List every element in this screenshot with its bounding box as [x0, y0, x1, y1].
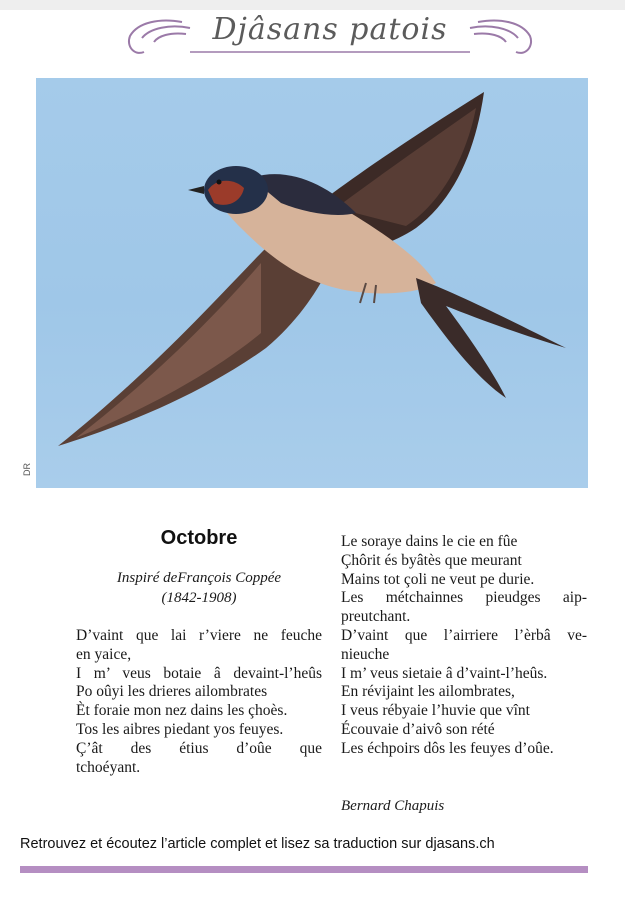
poem-line: D’vaint que lai r’viere ne feuche: [76, 627, 322, 644]
poem-line: D’vaint que l’airriere l’èrbâ ve-: [341, 626, 587, 644]
swallow-illustration: [36, 78, 588, 488]
page-title: Djâsans patois: [212, 12, 448, 47]
poem-line: en yaice,: [76, 645, 132, 663]
poem-line: Po oûyi les drieres ailombrates: [76, 683, 268, 701]
poem-line: Ç’ât des étius d’oûe que: [76, 739, 322, 757]
poem-line: Le soraye dains le cie en fûe: [341, 533, 518, 550]
photo-credit: DR: [22, 463, 32, 476]
poem-line: I veus rébyaie l’huvie que vînt: [341, 702, 530, 720]
poem-line: preutchant.: [341, 608, 411, 626]
poem-line: I m’ veus sietaie â d’vaint-l’heûs.: [341, 664, 548, 682]
poem-column-right: [341, 533, 587, 759]
inspiration-line: Inspiré deFrançois Coppée: [116, 570, 282, 586]
poem-line: Les métchainnes pieudges aip-: [341, 589, 587, 607]
poem-line: En révijaint les ailombrates,: [341, 683, 515, 701]
footer-divider: [20, 866, 588, 873]
poem-line: nieuche: [341, 645, 390, 663]
poem-column-left: [76, 627, 322, 777]
poem-title: Octobre: [160, 527, 238, 549]
poem-line: Les échpoirs dôs les feuyes d’oûe.: [341, 739, 554, 757]
poem-line: Èt foraie mon nez dains les çhoès.: [76, 702, 288, 720]
footer-note: Retrouvez et écoutez l’article complet et lisez sa traduction sur djasans.ch: [20, 836, 495, 852]
poem-line: Çhôrit és byâtès que meurant: [341, 551, 522, 569]
inspiration-dates: (1842-1908): [161, 590, 237, 606]
poem-line: Tos les aibres piedant yos feuyes.: [76, 720, 284, 738]
poem-inspiration: [76, 568, 322, 608]
poem-line: tchoéyant.: [76, 758, 141, 776]
poem-line: Mains tot çoli ne veut pe durie.: [341, 570, 535, 588]
swallow-photo: [36, 78, 588, 488]
poem-line: Écouvaie d’aivô son rété: [341, 720, 495, 738]
poem-author: Bernard Chapuis: [341, 798, 445, 814]
masthead: [120, 6, 540, 68]
poem-line: I m’ veus botaie â devaint-l’heûs: [76, 664, 322, 682]
